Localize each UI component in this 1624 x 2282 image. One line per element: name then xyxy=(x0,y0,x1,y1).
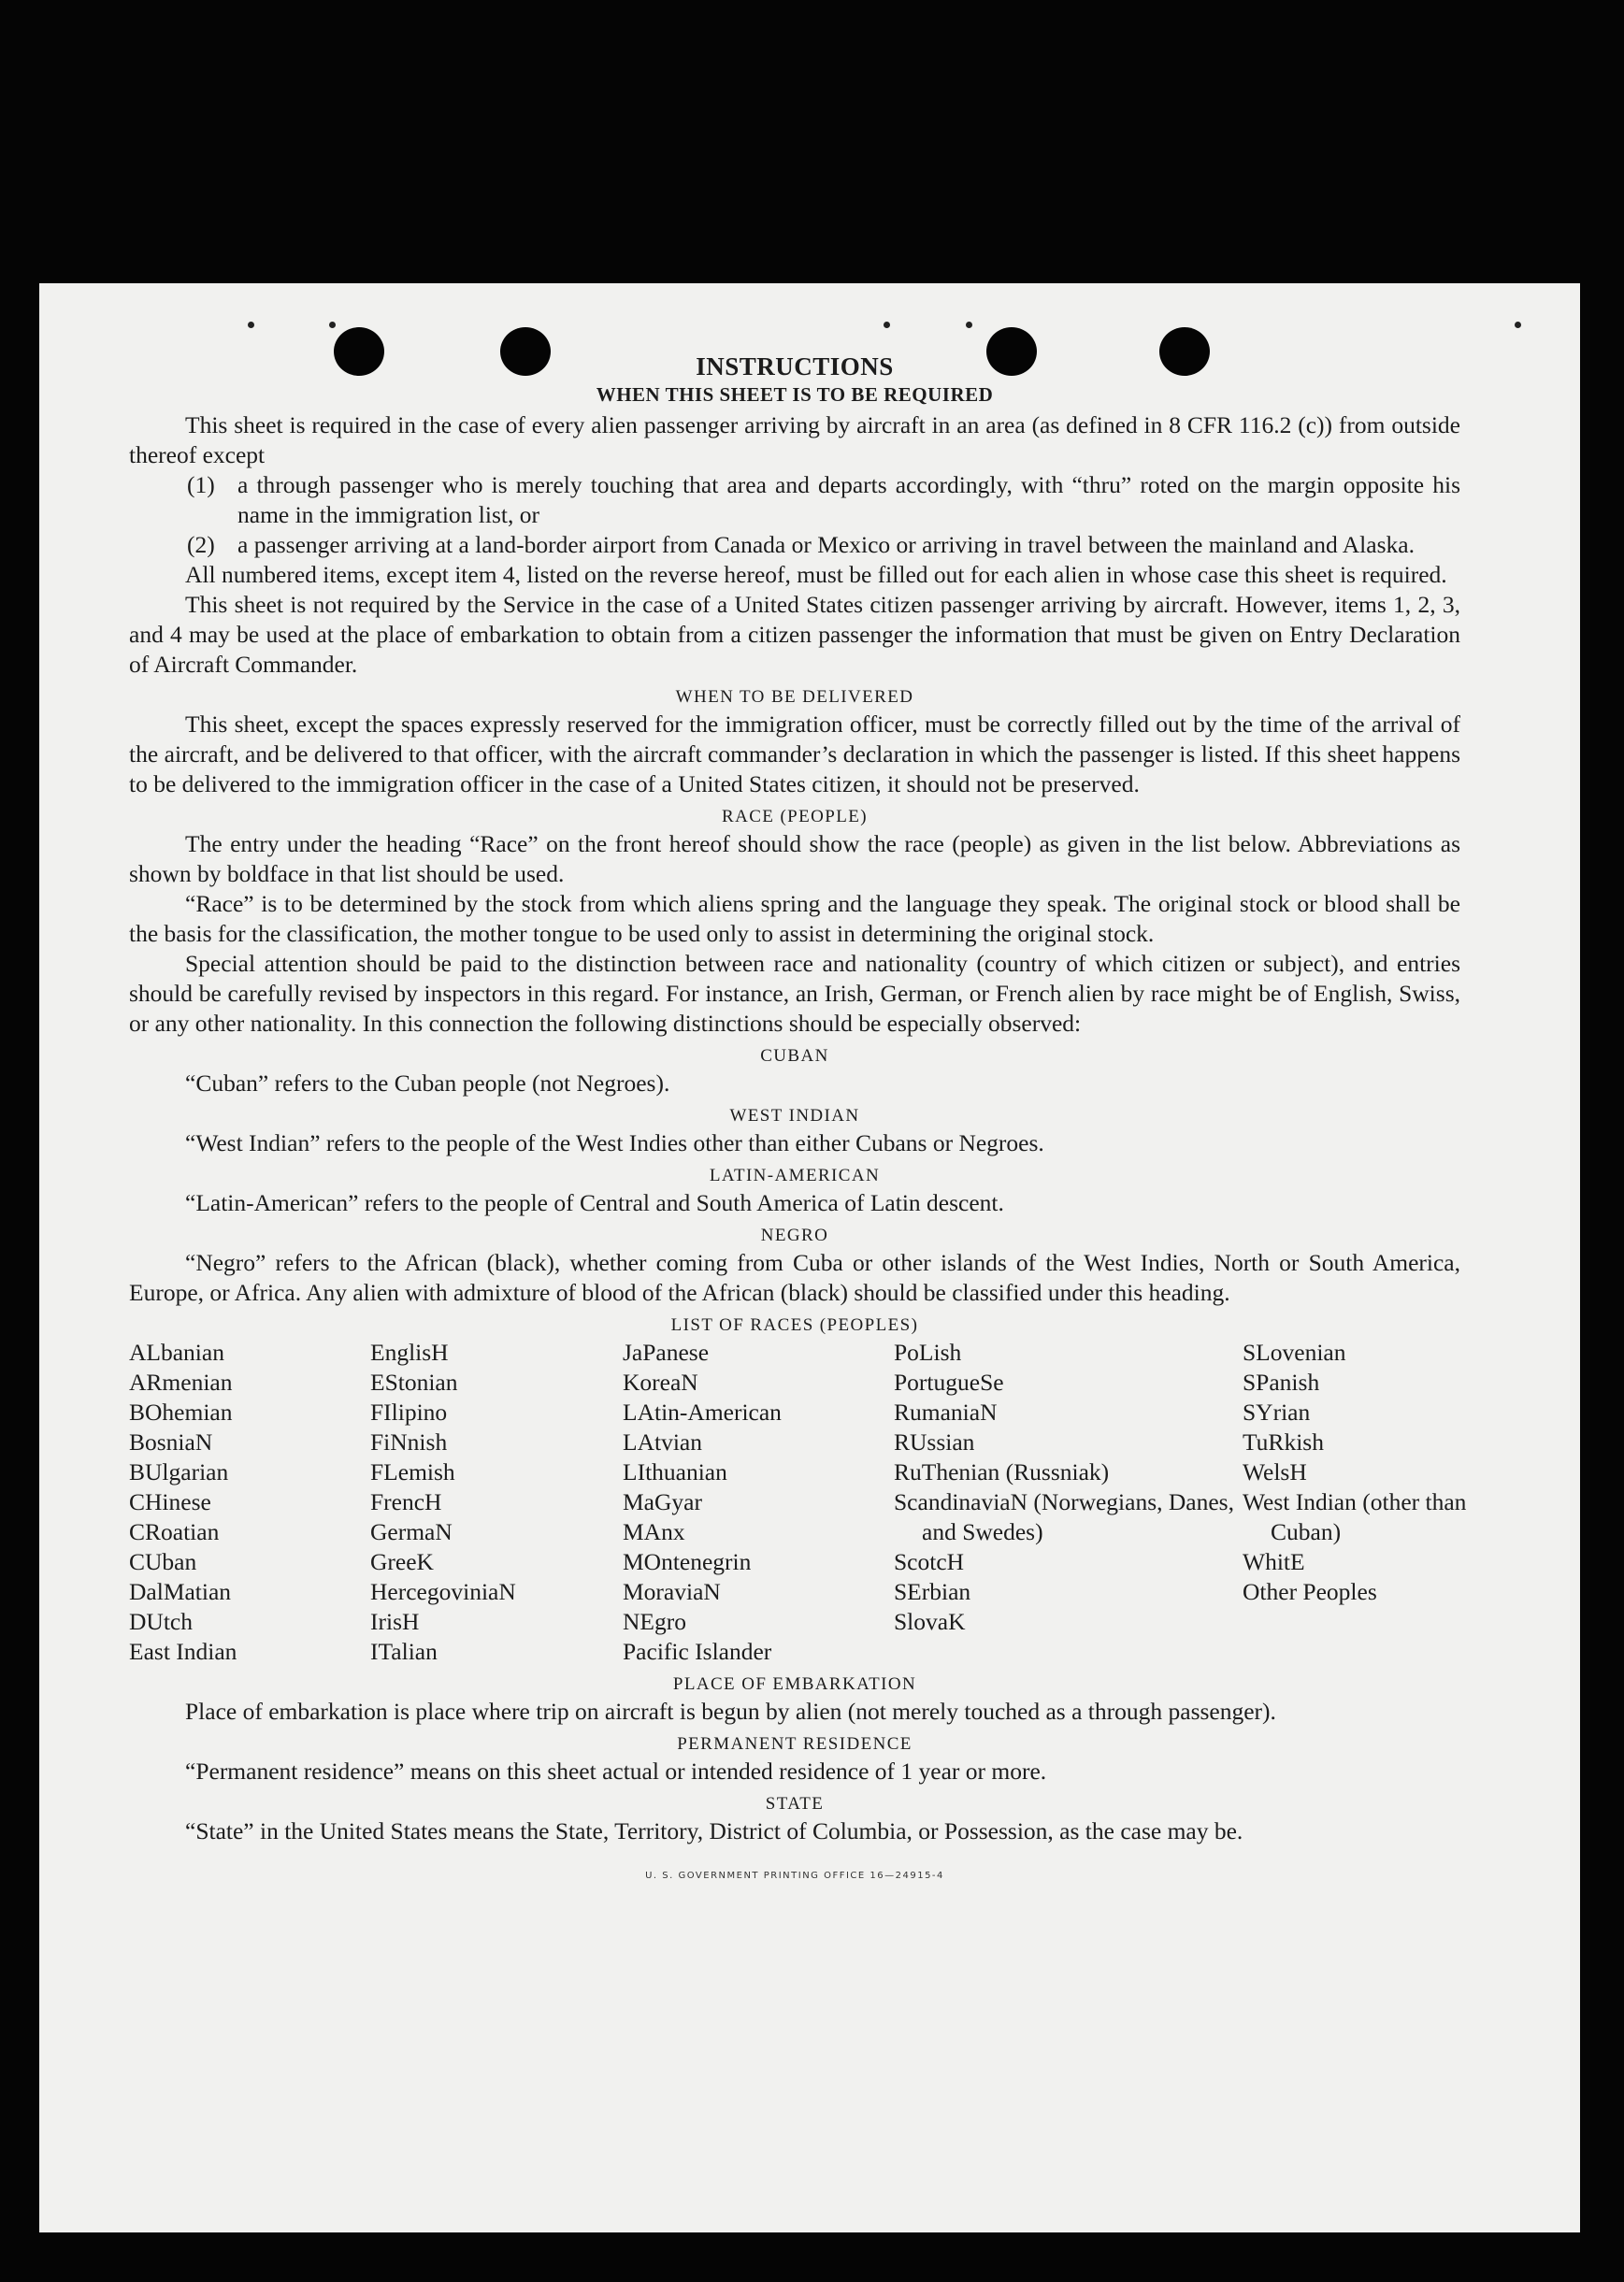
section-heading-cuban: CUBAN xyxy=(760,1046,829,1066)
race-entry: ALbanian xyxy=(129,1339,224,1366)
race-entry: MAnx xyxy=(623,1518,685,1545)
race-entry: WelsH xyxy=(1243,1458,1307,1485)
punch-hole xyxy=(334,327,384,376)
race-entry: ARmenian xyxy=(129,1369,233,1396)
races-column xyxy=(1243,1338,1486,1667)
negro-paragraph: “Negro” refers to the African (black), whether coming from Cuba or other islands of the West Indies, North or South America, Europe, or Africa. Any alien with admixture of blood of the African (black) should be classified under this heading. xyxy=(129,1249,1460,1306)
race-entry: West Indian (other than Cuban) xyxy=(1243,1488,1467,1545)
instruction-sheet xyxy=(39,283,1580,2232)
race-entry: EnglisH xyxy=(370,1339,449,1366)
race-paragraph-2: “Race” is to be determined by the stock from which aliens spring and the language they speak. The original stock or blood shall be the basis for the classification, the mother tongue to be used only to assist in determining the original stock. xyxy=(129,890,1460,947)
race-entry: SLovenian xyxy=(1243,1339,1346,1366)
delivered-paragraph: This sheet, except the spaces expressly reserved for the immigration officer, must be correctly filled out by the time of the arrival of the aircraft, and be delivered to that officer, with the aircraft commander’s declaration in which the passenger is listed. If this sheet happens to be delivered to the immigration officer in the case of a United States citizen, it should not be preserved. xyxy=(129,710,1460,797)
race-entry: TuRkish xyxy=(1243,1428,1324,1456)
race-paragraph-1: The entry under the heading “Race” on the front hereof should show the race (people) as given in the list below. Abbreviations as shown by boldface in that list should be used. xyxy=(129,830,1460,887)
race-entry: MOntenegrin xyxy=(623,1548,752,1575)
list-item xyxy=(129,530,1460,560)
section-heading-state: STATE xyxy=(765,1794,825,1814)
race-entry: JaPanese xyxy=(623,1339,710,1366)
scan-dot xyxy=(966,322,972,328)
intro-paragraph: This sheet is required in the case of every alien passenger arriving by aircraft in an area (as defined in 8 CFR 116.2 (c)) from outside thereof except xyxy=(129,411,1460,468)
cuban-paragraph: “Cuban” refers to the Cuban people (not Negroes). xyxy=(185,1069,670,1097)
punch-hole xyxy=(500,327,551,376)
page-title: INSTRUCTIONS xyxy=(696,352,894,380)
scan-dot xyxy=(248,322,254,328)
race-entry: ScandinaviaN (Norwegians, Danes, and Swedes) xyxy=(894,1488,1234,1545)
race-entry: CRoatian xyxy=(129,1518,220,1545)
punch-hole xyxy=(1159,327,1210,376)
race-entry: CUban xyxy=(129,1548,197,1575)
race-entry: DalMatian xyxy=(129,1578,232,1605)
race-entry: GermaN xyxy=(370,1518,453,1545)
race-entry: FLemish xyxy=(370,1458,455,1485)
item-number: (1) xyxy=(187,471,215,498)
race-entry: SlovaK xyxy=(894,1608,966,1635)
item-text: a through passenger who is merely touching that area and departs accordingly, with “thru” roted on the margin opposite his name in the immigration list, or xyxy=(237,471,1460,528)
race-entry: Pacific Islander xyxy=(623,1638,772,1665)
race-entry: MaGyar xyxy=(623,1488,702,1515)
race-entry: LIthuanian xyxy=(623,1458,727,1485)
race-entry: IrisH xyxy=(370,1608,420,1635)
list-item xyxy=(129,470,1460,530)
state-paragraph: “State” in the United States means the State, Territory, District of Columbia, or Possession, as the case may be. xyxy=(185,1817,1243,1844)
race-entry: Other Peoples xyxy=(1243,1578,1377,1605)
race-entry: BosniaN xyxy=(129,1428,213,1456)
races-list xyxy=(129,1338,1467,1667)
race-entry: FrencH xyxy=(370,1488,442,1515)
race-entry: DUtch xyxy=(129,1608,193,1635)
race-entry: LAtvian xyxy=(623,1428,702,1456)
races-column xyxy=(129,1338,370,1667)
section-heading-required: WHEN THIS SHEET IS TO BE REQUIRED xyxy=(596,383,994,406)
scan-dot xyxy=(329,322,336,328)
race-entry: FiNnish xyxy=(370,1428,448,1456)
numbered-items-paragraph: All numbered items, except item 4, listed on the reverse hereof, must be filled out for each alien in whose case this sheet is required. xyxy=(185,561,1447,588)
section-heading-race: RACE (PEOPLE) xyxy=(722,807,868,826)
residence-paragraph: “Permanent residence” means on this sheet actual or intended residence of 1 year or more. xyxy=(185,1758,1047,1785)
races-column xyxy=(370,1338,623,1667)
race-entry: CHinese xyxy=(129,1488,211,1515)
section-heading-residence: PERMANENT RESIDENCE xyxy=(677,1734,913,1754)
race-entry: LAtin-American xyxy=(623,1399,782,1426)
race-entry: East Indian xyxy=(129,1638,237,1665)
race-entry: ITalian xyxy=(370,1638,438,1665)
race-entry: SYrian xyxy=(1243,1399,1311,1426)
race-entry: RumaniaN xyxy=(894,1399,998,1426)
section-heading-embarkation: PLACE OF EMBARKATION xyxy=(672,1674,917,1694)
section-heading-delivered: WHEN TO BE DELIVERED xyxy=(675,687,914,707)
section-heading-negro: NEGRO xyxy=(760,1226,829,1245)
race-entry: ScotcH xyxy=(894,1548,965,1575)
race-entry: GreeK xyxy=(370,1548,434,1575)
citizen-paragraph: This sheet is not required by the Service in the case of a United States citizen passenger arriving by aircraft. However, items 1, 2, 3, and 4 may be used at the place of embarkation to obtain from a citizen passenger the information that must be given on Entry Declaration of Aircraft Commander. xyxy=(129,591,1460,678)
race-entry: WhitE xyxy=(1243,1548,1305,1575)
race-entry: BUlgarian xyxy=(129,1458,229,1485)
race-entry: RuThenian (Russniak) xyxy=(894,1458,1110,1485)
race-entry: FIlipino xyxy=(370,1399,448,1426)
latin-american-paragraph: “Latin-American” refers to the people of Central and South America of Latin descent. xyxy=(185,1189,1004,1216)
west-indian-paragraph: “West Indian” refers to the people of the West Indies other than either Cubans or Negroes. xyxy=(185,1129,1044,1156)
item-number: (2) xyxy=(187,531,215,558)
race-entry: PoLish xyxy=(894,1339,962,1366)
race-paragraph-3: Special attention should be paid to the distinction between race and nationality (country of which citizen or subject), and entries should be carefully revised by inspectors in this regard. For instance, an Irish, German, or French alien by race might be of English, Swiss, or any other nationality. In this connection the following distinctions should be especially observed: xyxy=(129,950,1460,1037)
section-heading-latin-american: LATIN-AMERICAN xyxy=(709,1166,881,1185)
scan-dot xyxy=(884,322,890,328)
section-heading-races-list: LIST OF RACES (PEOPLES) xyxy=(670,1315,919,1335)
race-entry: SPanish xyxy=(1243,1369,1320,1396)
race-entry: NEgro xyxy=(623,1608,686,1635)
race-entry: PortugueSe xyxy=(894,1369,1004,1396)
race-entry: KoreaN xyxy=(623,1369,698,1396)
printer-imprint: U. S. GOVERNMENT PRINTING OFFICE 16—24915-4 xyxy=(645,1871,944,1881)
race-entry: SErbian xyxy=(894,1578,971,1605)
punch-hole xyxy=(986,327,1037,376)
race-entry: BOhemian xyxy=(129,1399,233,1426)
embarkation-paragraph: Place of embarkation is place where trip on aircraft is begun by alien (not merely touched as a through passenger). xyxy=(185,1698,1276,1725)
item-text: a passenger arriving at a land-border airport from Canada or Mexico or arriving in travel between the mainland and Alaska. xyxy=(237,531,1415,558)
race-entry: RUssian xyxy=(894,1428,975,1456)
scan-dot xyxy=(1515,322,1521,328)
race-entry: HercegoviniaN xyxy=(370,1578,516,1605)
section-heading-west-indian: WEST INDIAN xyxy=(729,1106,860,1126)
race-entry: MoraviaN xyxy=(623,1578,721,1605)
race-entry: EStonian xyxy=(370,1369,458,1396)
races-column xyxy=(894,1338,1243,1667)
races-column xyxy=(623,1338,894,1667)
